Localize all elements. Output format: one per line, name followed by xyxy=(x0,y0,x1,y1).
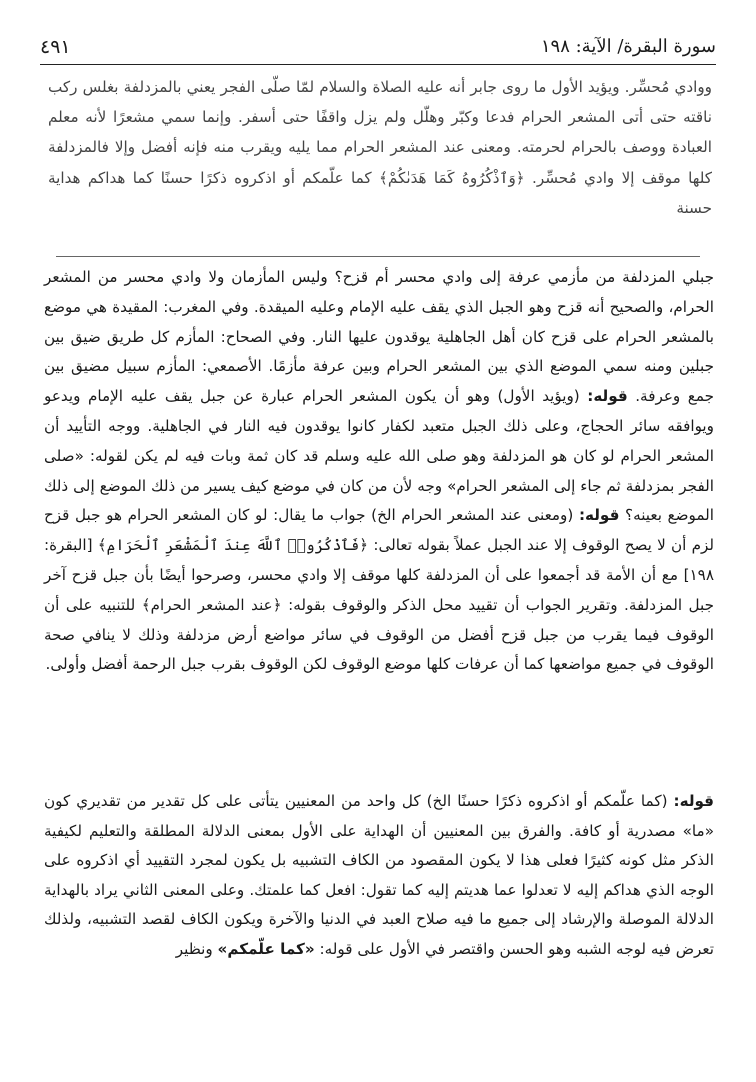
quran-quote: ﴿فَٱذْكُرُوا۟ ٱللَّهَ عِندَ ٱلْمَشْعَرِ ٱلْحَرَامِ﴾ xyxy=(97,536,369,555)
gloss-text: جبلي المزدلفة من مأزمي عرفة إلى وادي محسر أم قزح؟ وليس المأزمان ولا وادي محسر من المشعر الحرام، والصحيح أنه قزح وهو الجبل الذي يقف عليه الإمام وعليه الميقدة. وفي المغرب: المقيدة هي موضع بالمشعر الحرام على قزح كان أهل الجاهلية يوقدون عليها النار. وفي الصحاح: المأزم كل طريق ضيق بين جبلين ومنه سمي الموضع الذي بين المشعر الحرام وبين عرفة مأزمًا. الأصمعي: المأزم سبيل مضيق بين جمع وعرفة. xyxy=(44,268,714,406)
qawluhu-marker: قوله: xyxy=(587,387,628,406)
gloss-text: للتنبيه على أن الوقوف فيما يقرب من جبل قزح أفضل من الوقوف في سائر مواضع أرض مزدلفة وذلك لا ينافي صحة الوقوف في جميع مواضعها كما أن عرفات كلها موضع الوقوف لكن الوقوف بقرب جبل الرحمة أفضل وأولى. xyxy=(44,595,714,674)
surah-verse-title: سورة البقرة/ الآية: ١٩٨ xyxy=(540,36,716,57)
gloss-text: (ويؤيد الأول) وهو أن يكون المشعر الحرام عبارة عن جبل يقف عليه الإمام ويدعو ويوافقه سائر الحجاج، وعلى ذلك الجبل متعبد لكفار كانوا يوقدون فيه النار في الجاهلية. ووجه التأييد أن المشعر الحرام لو كان هو المزدلفة وهو صلى الله عليه وسلم قد كان ثمة وبات فيه لم يكن لقوله: «صلى الفجر بمزدلفة ثم جاء إلى المشعر الحرام» وجه لأن من كان في موضع كيف يسير من ذلك الموضع إلى ذلك الموضع بعينه؟ xyxy=(44,387,714,525)
gloss-block-1 xyxy=(44,263,714,680)
qawluhu-marker: قوله: xyxy=(578,506,620,525)
page-header xyxy=(40,34,716,65)
gloss-text: (ومعنى عند المشعر الحرام الخ) جواب ما يقال: لو كان المشعر الحرام هو جبل قزح لزم أن لا يصح الوقوف إلا عند الجبل عملاً بقوله تعالى: xyxy=(44,506,714,555)
qawluhu-marker: قوله: xyxy=(673,792,714,810)
page-number: ٤٩١ xyxy=(40,36,71,58)
gloss-text: (كما علّمكم أو اذكروه ذكرًا حسنًا الخ) كل واحد من المعنيين يتأتى على كل تقدير من تقديري كون «ما» مصدرية أو كافة. والفرق بين المعنيين أن الهداية على الأول بمعنى الدلالة المطلقة والتعليم لكيفية الذكر مثل كونه كثيرًا فعلى هذا لا يكون المقصود من الكاف التشبيه بل يكون لمجرد التقييد أي اذكروه على الوجه الذي هداكم إليه لا تعدلوا عما هديتم إليه كما تقول: افعل كما علمتك. وعلى المعنى الثاني يراد بالهداية الدلالة الموصلة والإرشاد إلى جميع ما فيه صلاح العبد في الدنيا والآخرة ويكون الكاف لقصد التشبيه، ولذلك تعرض فيه لوجه الشبه وهو الحسن واقتصر في الأول على قوله: xyxy=(44,792,714,958)
commentary-text-block xyxy=(48,72,712,223)
matn-paragraph: ووادي مُحسِّر. ويؤيد الأول ما روى جابر أنه عليه الصلاة والسلام لمّا صلّى الفجر يعني بالمزدلفة بغلس ركب ناقته حتى أتى المشعر الحرام فدعا وكبّر وهلّل ولم يزل واقفًا حتى أسفر. وإنما سمي مشعرًا لأنه معلم العبادة ووصف بالحرام لحرمته. ومعنى عند المشعر الحرام مما يليه ويقرب منه فإنه أفضل وإلا فالمزدلفة كلها موقف إلا وادي مُحسِّر. ﴿وَٱذْكُرُوهُ كَمَا هَدَىٰكُمْ﴾ كما علّمكم أو اذكروه ذكرًا حسنًا كما هداكم هداية حسنة xyxy=(48,78,712,217)
gloss-block-2 xyxy=(44,787,714,965)
quran-quote: ﴿عند المشعر الحرام﴾ xyxy=(141,595,282,614)
gloss-text: ونظير xyxy=(175,939,218,958)
gloss-paragraph-1 xyxy=(44,263,714,680)
gloss-text: [البقرة: ١٩٨] مع أن الأمة قد أجمعوا على أن المزدلفة كلها موقف إلا وادي محسر، وصرحوا أيضًا بأن جبل قزح آخر جبل المزدلفة. وتقرير الجواب أن تقييد محل الذكر والوقوف بقوله: xyxy=(44,536,715,614)
section-divider xyxy=(56,256,700,257)
quoted-phrase: «كما علّمكم» xyxy=(217,939,315,958)
gloss-paragraph-2 xyxy=(44,787,714,965)
